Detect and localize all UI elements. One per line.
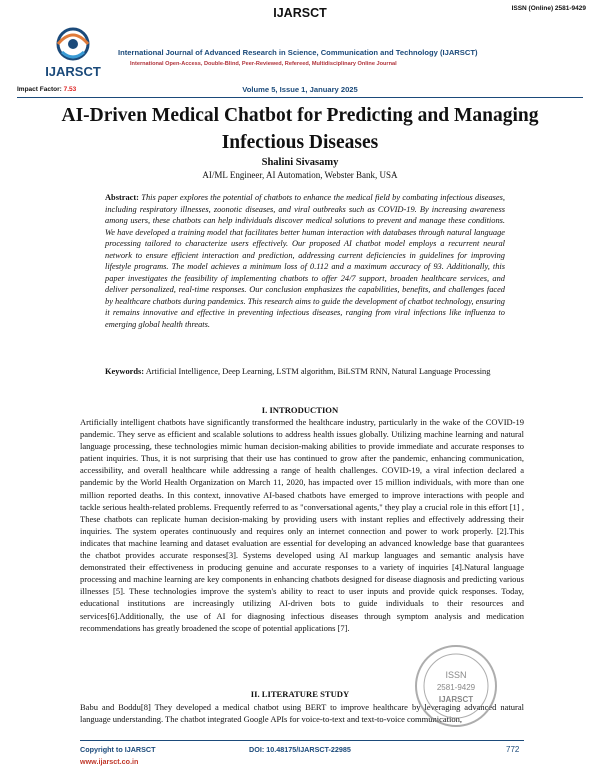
keywords <box>105 366 505 378</box>
seal-line-2: 2581-9429 <box>436 683 476 692</box>
journal-full-title: International Journal of Advanced Research in Science, Communication and Technology (IJARSCT) <box>118 48 478 57</box>
website-link[interactable]: www.ijarsct.co.in <box>80 757 139 766</box>
keywords-text: Artificial Intelligence, Deep Learning, LSTM algorithm, BiLSTM RNN, Natural Language Processing <box>145 367 491 376</box>
header-divider <box>17 97 583 98</box>
keywords-label: Keywords: <box>105 367 145 376</box>
intro-heading: I. INTRODUCTION <box>261 405 339 415</box>
impact-label: Impact Factor: <box>17 86 64 93</box>
abstract-label: Abstract: <box>105 193 139 202</box>
volume-issue: Volume 5, Issue 1, January 2025 <box>242 85 358 94</box>
author-affiliation: AI/ML Engineer, AI Automation, Webster Bank, USA <box>202 170 398 180</box>
journal-subtitle: International Open-Access, Double-Blind, Peer-Reviewed, Refereed, Multidisciplinary Online Journal <box>130 61 397 67</box>
impact-value: 7.53 <box>63 86 77 93</box>
journal-logo <box>34 22 112 84</box>
journal-short-title: IJARSCT <box>273 6 327 20</box>
abstract-text: This paper explores the potential of chatbots to enhance the medical field by combating infectious diseases, including respiratory illnesses, zoonotic diseases, and viral outbreaks such as COVID-19. By increasing awareness among users, these chatbots can help individuals discover medical solutions to prevent and manage these conditions. We have developed a training model that facilitates better human interaction with databases through natural language processing tailored to characterize users effectively. Our proposed AI chatbot model employs a recurrent neural network to ensure efficient interaction and prediction, addressing current deficiencies in guidelines for improving lifestyle programs. The model achieves a minimum loss of 0.112 and a maximum accuracy of 93. Additionally, this paper investigates the feasibility of implementing chatbots to offer 24/7 support, broaden healthcare services, and deliver personalized, real-time responses. Our conclusion emphasizes the capabilities, benefits, and challenges faced by healthcare chatbots during pandemics. This research aims to guide the development of chatbot technology, ensuring it remains innovative and effective in preventing infectious diseases, ranging from viral infections like influenza to emerging global health threats. <box>105 193 505 330</box>
doi-label[interactable]: DOI: 10.48175/IJARSCT-22985 <box>249 745 351 754</box>
logo-text: IJARSCT <box>45 64 101 79</box>
issn-label: ISSN (Online) 2581-9429 <box>511 5 586 12</box>
abstract <box>105 192 505 331</box>
author-name: Shalini Sivasamy <box>261 157 339 168</box>
intro-paragraph: Artificially intelligent chatbots have significantly transformed the healthcare industry, particularly in the wake of the COVID-19 pandemic. They serve as efficient and scalable solutions to address health issues globally. Utilizing machine learning and natural language processing, these technologies mimic human decision-making abilities to provide immediate and accurate responses to patient inquiries. Thus, it is not surprising that their use has continued to grow after the pandemic, enhancing communication, accessibility, and overall healthcare while addressing a range of health challenges. COVID-19, a viral infection declared a pandemic by the World Health Organization on March 11, 2020, has impacted over 15 million individuals, with more than one million reported deaths. In this context, innovative AI-based chatbots have emerged to improve interactions with people and tackle serious health-related problems. Frequently referred to as "conversational agents," they play a crucial role in this effort [1] , These chatbots can replicate human decision-making by providing users with instant replies and effectively addressing their inquiries. The system operates continuously and requires only an internet connection and power to work properly. [2].This indicates that machine learning and dataset evaluation are essential for developing an advanced knowledge base that guarantees the chatbot provides accurate responses[3]. Systems developed using AI markup languages and semantic analysis have demonstrated their effectiveness in producing genuine and accurate responses to a variety of inquiries [4].Natural language processing and machine learning are key components in enhancing chatbots designed for disease diagnosis and predicting various illnesses [5]. These technologies improve the system's ability to react to user inputs and provide quick responses. Today, educational institutions are increasingly utilizing AI-driven bots to guide individuals to their resources and services[6].Additionally, the use of AI for diagnosing infectious diseases through symptom analysis and medication recommendations has greatly broadened the scope of potential applications [7]. <box>80 417 524 633</box>
paper-title: AI-Driven Medical Chatbot for Predicting and Managing Infectious Diseases <box>61 105 539 153</box>
copyright-label: Copyright to IJARSCT <box>80 745 156 754</box>
seal-line-3: IJARSCT <box>438 695 474 704</box>
logo-swirl-icon <box>58 29 88 59</box>
journal-seal <box>410 640 502 732</box>
literature-paragraph: Babu and Boddu[8] They developed a medical chatbot using BERT to improve healthcare by leveraging advanced natural language understanding. The chatbot integrated Google APIs for voice-to-text and text-to-voice communication, <box>80 702 524 725</box>
seal-line-1: ISSN <box>445 670 467 680</box>
footer-divider <box>80 740 524 741</box>
literature-heading: II. LITERATURE STUDY <box>250 689 350 699</box>
page-number: 772 <box>506 745 520 754</box>
